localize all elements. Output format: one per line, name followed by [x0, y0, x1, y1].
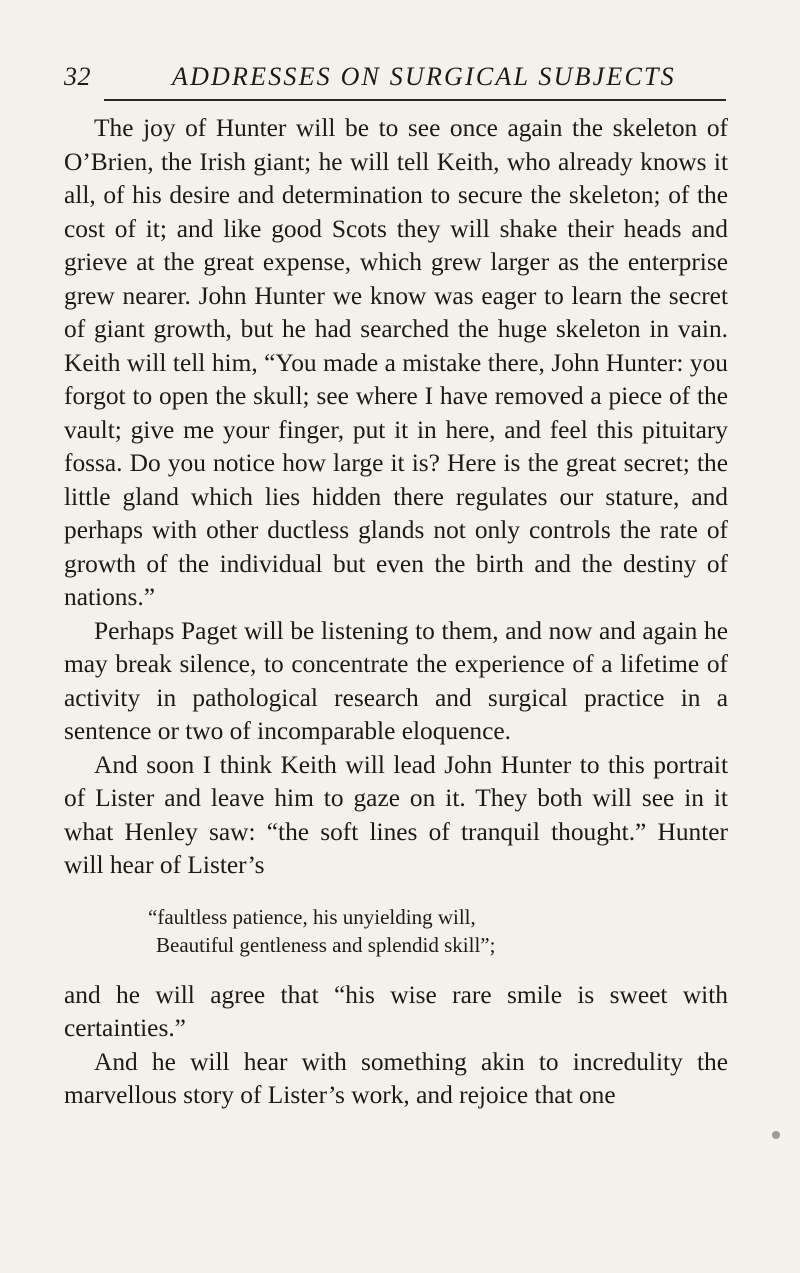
- body-text: [64, 112, 728, 1113]
- quote-line: “faultless patience, his unyielding will,: [148, 904, 476, 929]
- paragraph: And soon I think Keith will lead John Hunter to this portrait of Lister and leave him to gaze on it. They both will see in it what Henley saw: “the soft lines of tranquil thought.” Hunter will hear of Lister’s: [64, 750, 728, 879]
- paragraph: and he will agree that “his wise rare smile is sweet with certainties.”: [64, 980, 728, 1042]
- paper-speck: [772, 1131, 780, 1139]
- running-head: ADDRESSES ON SURGICAL SUBJECTS: [172, 62, 676, 91]
- paragraph: And he will hear with something akin to incredulity the marvellous story of Lister’s work, and rejoice that one: [64, 1047, 728, 1109]
- header-rule: [104, 99, 726, 101]
- paragraph: The joy of Hunter will be to see once again the skeleton of O’Brien, the Irish giant; he will tell Keith, who already knows it all, of his desire and determination to secure the skeleton; of the cost of it; and like good Scots they will shake their heads and grieve at the great expense, which grew larger as the enterprise grew nearer. John Hunter we know was eager to learn the secret of giant growth, but he had searched the huge skeleton in vain. Keith will tell him, “You made a mistake there, John Hunter: you forgot to open the skull; see where I have removed a piece of the vault; give me your finger, put it in here, and feel this pituitary fossa. Do you notice how large it is? Here is the great secret; the little gland which lies hidden there regulates our stature, and perhaps with other ductless glands not only controls the rate of growth of the individual but even the birth and the destiny of nations.”: [64, 114, 728, 611]
- page-number: 32: [64, 62, 91, 91]
- quote-line: Beautiful gentleness and splendid skill”;: [156, 932, 496, 957]
- page-header: [64, 54, 726, 94]
- verse-quotation: [64, 903, 728, 959]
- paragraph: Perhaps Paget will be listening to them, and now and again he may break silence, to concentrate the experience of a lifetime of activity in pathological research and surgical practice in a sentence or two of incomparable eloquence.: [64, 616, 728, 745]
